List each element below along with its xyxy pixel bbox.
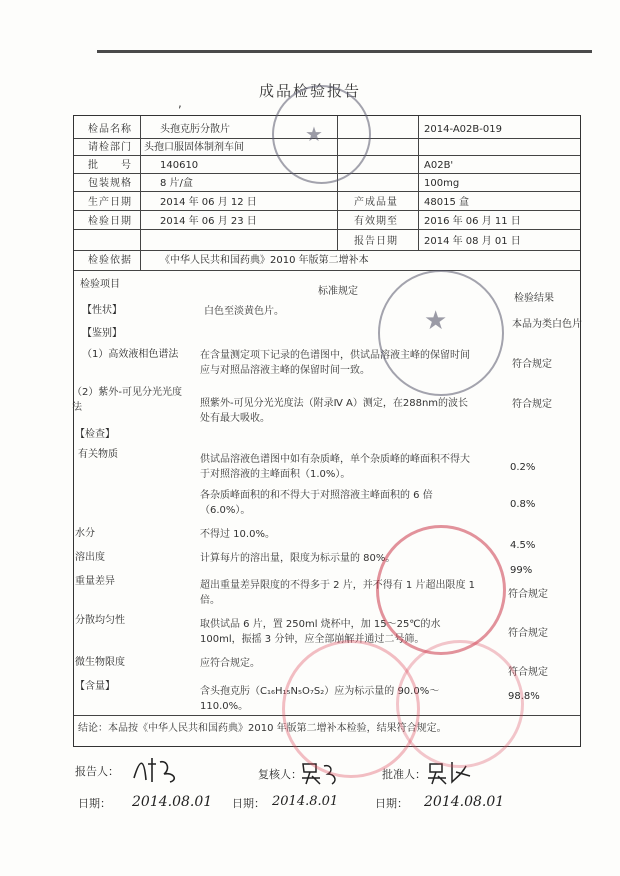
report-date-label: 报告日期: [354, 236, 398, 247]
pack: 8 片/盒: [160, 178, 193, 189]
row-standard: 应符合规定。: [200, 658, 260, 669]
row-item: 溶出度: [75, 552, 105, 563]
qa-stamp: [376, 525, 506, 655]
row-standard: 超出重量差异限度的不得多于 2 片，并不得有 1 片超出限度 1 倍。: [200, 580, 475, 606]
row-result: 符合规定: [508, 628, 548, 639]
header-standard: 标准规定: [318, 286, 358, 297]
conclusion: 结论：本品按《中华人民共和国药典》2010 年版第二增补本检验，结果符合规定。: [78, 723, 447, 734]
batch: 140610: [160, 160, 199, 171]
row-result: 符合规定: [512, 359, 552, 370]
row-result: 0.8%: [510, 499, 536, 510]
row-result: 符合规定: [512, 399, 552, 410]
output-label: 产成品量: [354, 197, 398, 208]
row-standard: 供试品溶液色谱图中如有杂质峰，单个杂质峰的峰面积不得大于对照溶液的主峰面积（1.0%）。: [200, 454, 470, 480]
dept: 头孢口服固体制剂车间: [144, 142, 244, 153]
row-result: 0.2%: [510, 462, 536, 473]
report-title: 成品检验报告: [258, 82, 361, 100]
row-item: 分散均匀性: [75, 615, 125, 626]
row-item: 有关物质: [78, 449, 118, 460]
row-standard: 不得过 10.0%。: [200, 529, 275, 540]
batch-label: 批 号: [88, 160, 132, 171]
scan-mark: ,: [178, 96, 182, 110]
test-date: 2014 年 06 月 23 日: [160, 216, 257, 227]
reporter-signature: [130, 752, 190, 786]
reporter-date: 2014.08.01: [132, 794, 213, 810]
row-item: 微生物限度: [75, 657, 125, 668]
row-item: 水分: [75, 528, 95, 539]
pack-label: 包装规格: [88, 178, 132, 189]
row-item: 【检查】: [75, 429, 115, 440]
header-item: 检验项目: [80, 279, 120, 290]
row-result: 99%: [510, 565, 533, 576]
dept-label: 请检部门: [88, 142, 132, 153]
row-item: （2）紫外-可见分光光度法: [72, 387, 182, 413]
row-result: 符合规定: [508, 667, 548, 678]
grid-line: [74, 191, 580, 192]
row-item: （1）高效液相色谱法: [82, 349, 179, 360]
row-standard: 各杂质峰面积的和不得大于对照溶液主峰面积的 6 倍（6.0%）。: [200, 490, 433, 516]
test-date-label: 检验日期: [88, 216, 132, 227]
expiry: 2016 年 06 月 11 日: [424, 216, 521, 227]
date-label: 日期：: [232, 797, 265, 810]
basis-label: 检验依据: [88, 255, 132, 266]
top-rule: [97, 50, 592, 53]
red-seal-bottom-right: [396, 640, 524, 768]
row-item: 【性状】: [82, 305, 122, 316]
reporter-label: 报告人：: [75, 765, 119, 778]
report-date: 2014 年 08 月 01 日: [424, 236, 521, 247]
grid-line: [74, 229, 580, 230]
row-item: 【含量】: [75, 681, 115, 692]
reviewer-date: 2014.8.01: [272, 794, 339, 809]
reviewer-label: 复核人：: [258, 768, 302, 781]
grid-line: [418, 116, 419, 250]
grid-line: [74, 210, 580, 211]
product-code: A02B': [424, 160, 454, 171]
grid-line: [74, 270, 580, 271]
approver-date: 2014.08.01: [424, 794, 505, 810]
row-standard: 取供试品 6 片，置 250ml 烧杯中，加 15～25℃的水 100ml，振摇 3 分钟，应全部崩解并通过二号筛。: [200, 619, 441, 645]
grid-line: [140, 116, 141, 270]
basis: 《中华人民共和国药典》2010 年版第二增补本: [160, 255, 369, 266]
header-result: 检验结果: [514, 293, 554, 304]
row-result: 4.5%: [510, 540, 536, 551]
row-standard: 含头孢克肟（C₁₆H₁₅N₅O₇S₂）应为标示量的 90.0%～110.0%。: [200, 686, 440, 712]
approver-label: 批准人：: [382, 768, 426, 781]
expiry-label: 有效期至: [354, 216, 398, 227]
row-standard: 计算每片的溶出量，限度为标示量的 80%。: [200, 553, 396, 564]
row-result: 98.8%: [508, 691, 540, 702]
row-standard: 在含量测定项下记录的色谱图中，供试品溶液主峰的保留时间应与对照品溶液主峰的保留时间一致。: [200, 350, 470, 376]
product-name: 头孢克肟分散片: [160, 124, 230, 135]
row-standard: 照紫外-可见分光光度法（附录Ⅳ A）测定，在288nm的波长处有最大吸收。: [200, 398, 469, 424]
seal-star-icon: ★: [305, 122, 323, 146]
row-result: 符合规定: [508, 589, 548, 600]
row-item: 重量差异: [75, 576, 115, 587]
row-standard: 白色至淡黄色片。: [204, 306, 284, 317]
row-item: 【鉴别】: [82, 328, 122, 339]
row-result: 本品为类白色片: [512, 319, 582, 330]
product-name-label: 检品名称: [88, 124, 132, 135]
date-label: 日期：: [78, 797, 111, 810]
seal-star-icon: ★: [424, 306, 448, 336]
output: 48015 盒: [424, 197, 469, 208]
report-code: 2014-A02B-019: [424, 124, 502, 135]
spec: 100mg: [424, 178, 460, 189]
date-label: 日期：: [375, 797, 408, 810]
grid-line: [74, 250, 580, 251]
prod-date: 2014 年 06 月 12 日: [160, 197, 257, 208]
prod-date-label: 生产日期: [88, 197, 132, 208]
